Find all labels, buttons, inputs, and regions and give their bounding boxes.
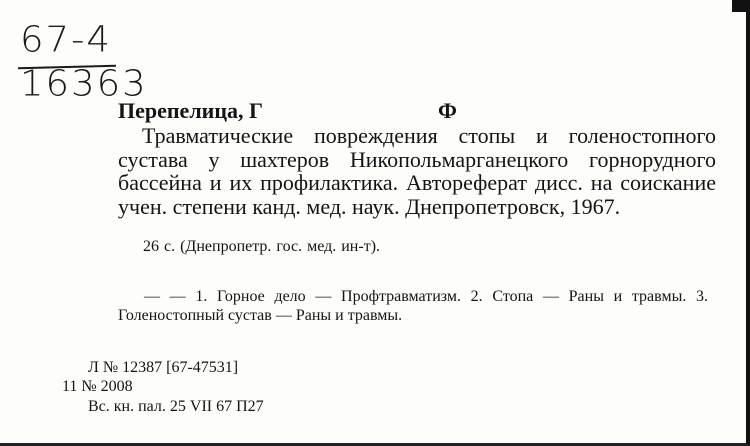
handwritten-inventory-number: 16363 <box>20 63 148 104</box>
author-name: Перепелица, Г <box>118 98 264 123</box>
registration-line-3: Вс. кн. пал. 25 VII 67 П27 <box>88 398 264 415</box>
subject-headings: — — 1. Горное дело — Профтравматизм. 2. Стопа — Раны и травмы. 3. Голеностопный сустав — Раны и травмы. <box>118 288 708 324</box>
collation-line: 26 с. (Днепропетр. гос. мед. ин-т). <box>143 238 381 255</box>
work-title: Травматические повреждения стопы и голеностопного сустава у шахтеров Никопольмарганецкого горнорудного бассейна и их профилактика. Автореферат дисс. на соискание учен. степени канд. мед. наук. Днепропетровск, 1967. <box>118 123 716 219</box>
corner-mark <box>732 0 746 12</box>
registration-line-2: 11 № 2008 <box>62 378 133 395</box>
handwritten-shelf-mark: 67-4 <box>20 19 112 60</box>
author-initial: Ф <box>438 98 457 123</box>
registration-line-1: Л № 12387 [67-47531] <box>88 359 239 376</box>
